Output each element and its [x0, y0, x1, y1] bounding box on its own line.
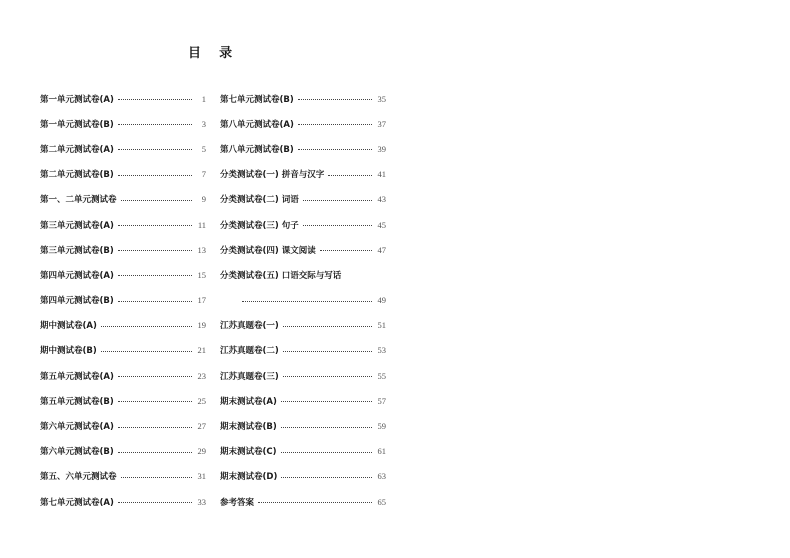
toc-entry-page: 15: [197, 269, 206, 280]
toc-entry-label: 江苏真题卷(三): [220, 371, 279, 382]
toc-entry-label: 第五单元测试卷(B): [40, 396, 114, 407]
toc-entry-page: 7: [201, 169, 206, 180]
toc-entry[interactable]: [220, 162, 386, 187]
toc-entry-page: 61: [377, 446, 386, 457]
leader-dots: [118, 275, 192, 276]
toc-entry[interactable]: [40, 464, 206, 489]
toc-right-column: [220, 86, 386, 514]
toc-entry[interactable]: [40, 111, 206, 136]
toc-entry-label: 第四单元测试卷(B): [40, 296, 114, 307]
toc-entry-page: 19: [197, 320, 206, 331]
toc-entry-page: 47: [377, 244, 386, 255]
leader-dots: [118, 401, 192, 402]
toc-entry-label: 第七单元测试卷(A): [40, 497, 114, 508]
toc-left-column: [40, 86, 206, 514]
toc-entry-label: 第六单元测试卷(A): [40, 422, 114, 433]
toc-entry[interactable]: [40, 313, 206, 338]
leader-dots: [320, 250, 372, 251]
toc-entry[interactable]: [220, 262, 386, 287]
leader-dots: [101, 326, 192, 327]
toc-entry-label: 期末测试卷(D): [220, 472, 278, 483]
toc-entry-label: 第一、二单元测试卷: [40, 195, 117, 206]
toc-entry-label: 期中测试卷(A): [40, 321, 97, 332]
toc-entry-label: 分类测试卷(三) 句子: [220, 220, 299, 231]
leader-dots: [283, 326, 372, 327]
toc-entry-page: 9: [201, 194, 206, 205]
toc-entry-label: 分类测试卷(二) 词语: [220, 195, 299, 206]
toc-entry-page: 3: [201, 118, 206, 129]
leader-dots: [283, 376, 372, 377]
toc-entry[interactable]: [40, 388, 206, 413]
toc-entry-label: 第三单元测试卷(A): [40, 220, 114, 231]
leader-dots: [118, 250, 192, 251]
toc-entry-page: 65: [377, 496, 386, 507]
leader-dots: [118, 175, 192, 176]
leader-dots: [281, 401, 372, 402]
leader-dots: [118, 99, 192, 100]
toc-entry[interactable]: [40, 212, 206, 237]
toc-entry[interactable]: [220, 187, 386, 212]
toc-entry-page: 17: [197, 295, 206, 306]
leader-dots: [118, 124, 192, 125]
toc-entry-page: 63: [377, 471, 386, 482]
toc-entry-page: 31: [197, 471, 206, 482]
toc-entry-label: 第四单元测试卷(A): [40, 270, 114, 281]
toc-entry-label: 分类测试卷(一) 拼音与汉字: [220, 170, 325, 181]
toc-entry-page: 11: [197, 219, 206, 230]
toc-entry[interactable]: [40, 262, 206, 287]
toc-entry-page: 27: [197, 421, 206, 432]
toc-title: 目 录: [188, 46, 233, 61]
toc-entry-page: 25: [197, 395, 206, 406]
toc-entry-page: 35: [377, 93, 386, 104]
toc-entry[interactable]: [40, 162, 206, 187]
toc-entry[interactable]: [220, 86, 386, 111]
toc-entry[interactable]: [40, 86, 206, 111]
toc-entry[interactable]: [40, 413, 206, 438]
toc-entry[interactable]: [40, 338, 206, 363]
toc-entry-label: 期末测试卷(A): [220, 396, 277, 407]
toc-entry[interactable]: [220, 136, 386, 161]
toc-entry-label: 参考答案: [220, 497, 255, 508]
leader-dots: [118, 301, 192, 302]
toc-entry[interactable]: [220, 212, 386, 237]
toc-entry[interactable]: [40, 237, 206, 262]
toc-entry-label: 第五单元测试卷(A): [40, 371, 114, 382]
toc-entry[interactable]: [220, 464, 386, 489]
toc-entry-label: 分类测试卷(四) 课文阅读: [220, 245, 316, 256]
toc-entry-label: 期中测试卷(B): [40, 346, 97, 357]
toc-entry-page: 57: [377, 395, 386, 406]
toc-entry-page: 1: [201, 93, 206, 104]
toc-entry[interactable]: [220, 388, 386, 413]
toc-entry[interactable]: [220, 363, 386, 388]
toc-entry-page: 53: [377, 345, 386, 356]
leader-dots: [298, 149, 372, 150]
toc-entry-page: 23: [197, 370, 206, 381]
toc-entry-label: 第五、六单元测试卷: [40, 472, 117, 483]
toc-entry-page: 13: [197, 244, 206, 255]
toc-entry-page: 37: [377, 118, 386, 129]
toc-entry-label: 分类测试卷(五) 口语交际与写话: [220, 270, 342, 281]
toc-entry[interactable]: [40, 187, 206, 212]
leader-dots: [281, 477, 372, 478]
leader-dots: [121, 200, 192, 201]
toc-entry-label: 期末测试卷(B): [220, 422, 277, 433]
toc-entry-page: 21: [197, 345, 206, 356]
toc-entry-label: 江苏真题卷(一): [220, 321, 279, 332]
leader-dots: [258, 502, 372, 503]
toc-entry[interactable]: [220, 439, 386, 464]
leader-dots: [281, 427, 372, 428]
toc-entry[interactable]: [220, 413, 386, 438]
toc-entry[interactable]: [220, 237, 386, 262]
toc-entry[interactable]: [220, 489, 386, 514]
leader-dots: [328, 175, 372, 176]
toc-entry-label: 第八单元测试卷(B): [220, 144, 294, 155]
leader-dots: [118, 502, 192, 503]
toc-entry[interactable]: [220, 288, 386, 313]
toc-entry-label: 第一单元测试卷(B): [40, 119, 114, 130]
toc-entry[interactable]: [40, 136, 206, 161]
toc-entry-page: 59: [377, 421, 386, 432]
toc-entry[interactable]: [40, 439, 206, 464]
toc-entry-page: 39: [377, 143, 386, 154]
toc-entry[interactable]: [40, 489, 206, 514]
leader-dots: [303, 225, 372, 226]
toc-entry-label: 第二单元测试卷(B): [40, 170, 114, 181]
leader-dots: [298, 99, 372, 100]
toc-entry-page: 5: [201, 143, 206, 154]
toc-entry[interactable]: [220, 111, 386, 136]
leader-dots: [298, 124, 372, 125]
leader-dots: [118, 452, 192, 453]
toc-entry-label: 第七单元测试卷(B): [220, 94, 294, 105]
toc-entry[interactable]: [220, 313, 386, 338]
toc-entry-label: 第八单元测试卷(A): [220, 119, 294, 130]
toc-entry-page: 29: [197, 446, 206, 457]
leader-dots: [283, 351, 372, 352]
leader-dots: [118, 376, 192, 377]
leader-dots: [118, 427, 192, 428]
leader-dots: [121, 477, 192, 478]
toc-entry-label: 期末测试卷(C): [220, 447, 277, 458]
toc-entry-page: 51: [377, 320, 386, 331]
leader-dots: [281, 452, 372, 453]
toc-entry[interactable]: [40, 288, 206, 313]
toc-entry-page: 43: [377, 194, 386, 205]
toc-entry-page: 55: [377, 370, 386, 381]
toc-entry-label: 第三单元测试卷(B): [40, 245, 114, 256]
toc-entry[interactable]: [220, 338, 386, 363]
toc-entry-label: 江苏真题卷(二): [220, 346, 279, 357]
toc-entry-label: 第六单元测试卷(B): [40, 447, 114, 458]
leader-dots: [303, 200, 372, 201]
toc-entry-page: 49: [377, 295, 386, 306]
toc-entry-page: 41: [377, 169, 386, 180]
toc-entry-label: 第二单元测试卷(A): [40, 144, 114, 155]
leader-dots: [118, 149, 192, 150]
leader-dots: [118, 225, 192, 226]
toc-entry-page: 33: [197, 496, 206, 507]
toc-entry-page: 45: [377, 219, 386, 230]
leader-dots: [101, 351, 192, 352]
leader-dots: [242, 301, 372, 302]
toc-entry[interactable]: [40, 363, 206, 388]
toc-entry-label: 第一单元测试卷(A): [40, 94, 114, 105]
